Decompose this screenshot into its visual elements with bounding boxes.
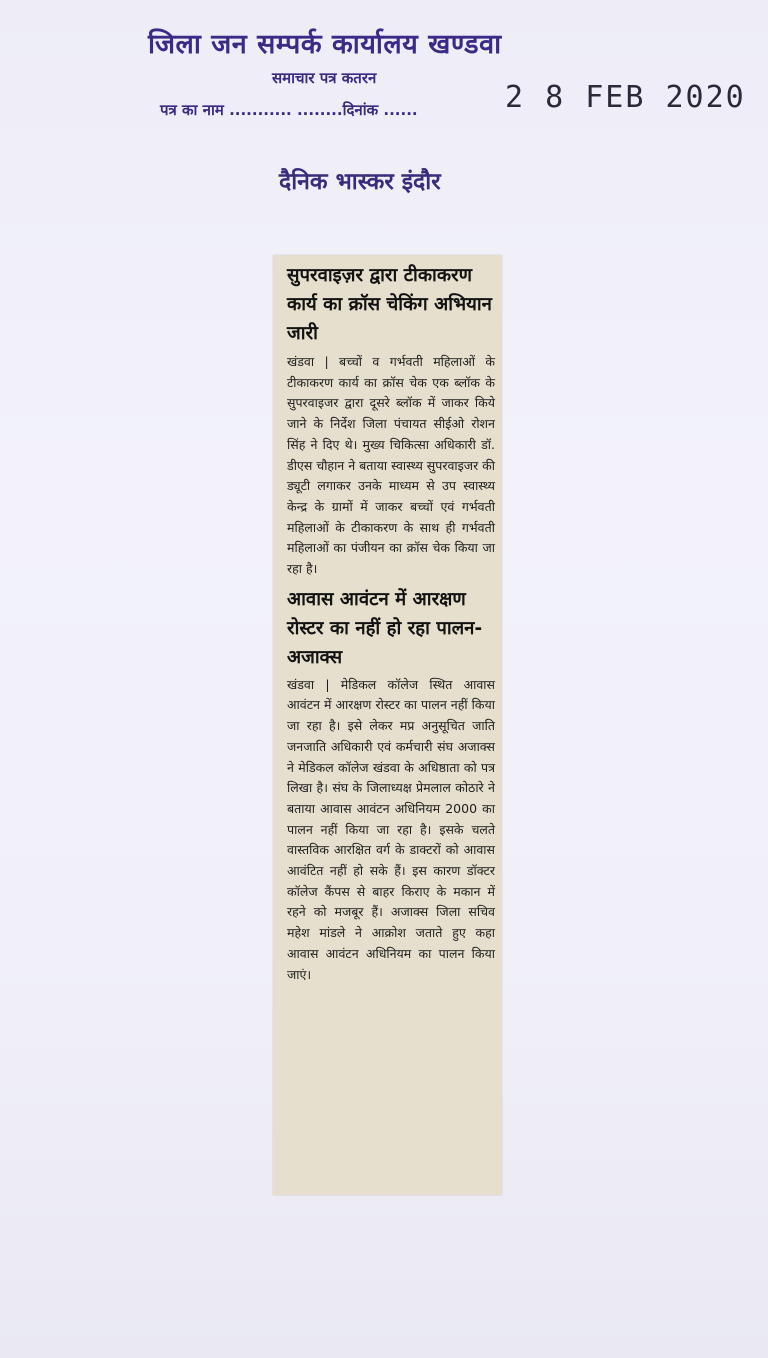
paper-name-dots: ........... ........ bbox=[229, 101, 343, 119]
date-dots: ...... bbox=[383, 101, 418, 119]
office-title-stamp: जिला जन सम्पर्क कार्यालय खण्डवा bbox=[148, 29, 502, 60]
article-2-body: खंडवा | मेडिकल कॉलेज स्थित आवास आवंटन में आरक्षण रोस्टर का पालन नहीं किया जा रहा है। इसे लेकर मप्र अनुसूचित जाति जनजाति अधिकारी एवं कर्मचारी संघ अजाक्स ने मेडिकल कॉलेज खंडवा के अधिष्ठाता को पत्र लिखा है। संघ के जिलाध्यक्ष प्रेमलाल कोठारे ने बताया आवास आवंटन अधिनियम 2000 का पालन नहीं किया जा रहा है। इसके चलते वास्तविक आरक्षित वर्ग के डाक्टरों को आवास आवंटित नहीं हो सके हैं। इस कारण डॉक्टर कॉलेज कैंपस से बाहर किराए के मकान में रहने को मजबूर हैं। अजाक्स जिला सचिव महेश मांडले ने आक्रोश जताते हुए कहा आवास आवंटन अधिनियम का पालन किया जाएं। bbox=[287, 676, 495, 982]
article-1-body: खंडवा | बच्चों व गर्भवती महिलाओं के टीकाकरण कार्य का क्रॉस चेक एक ब्लॉक के सुपरवाइजर द्वारा दूसरे ब्लॉक में जाकर किये जाने के निर्देश जिला पंचायत सीईओ रोशन सिंह ने दिए थे। मुख्य चिकित्सा अधिकारी डॉ. डीएस चौहान ने बताया स्वास्थ्य सुपरवाइजर की ड्यूटी लगाकर उनके माध्यम से उप स्वास्थ्य केन्द्र के ग्रामों में जाकर बच्चों एवं गर्भवती महिलाओं के टीकाकरण के साथ ही गर्भवती महिलाओं का पंजीयन का क्रॉस चेक किया जा रहा है। bbox=[287, 354, 495, 577]
paper-name-row bbox=[160, 100, 418, 120]
newspaper-name-stamp: दैनिक भास्कर इंदौर bbox=[279, 169, 441, 195]
clipping-label: समाचार पत्र कतरन bbox=[272, 69, 377, 87]
date-label: दिनांक bbox=[342, 101, 379, 119]
paper-name-label: पत्र का नाम bbox=[160, 101, 224, 119]
article-2-headline: आवास आवंटन में आरक्षण रोस्टर का नहीं हो रहा पालन- अजाक्स bbox=[287, 588, 483, 668]
date-stamp: 2 8 FEB 2020 bbox=[505, 80, 746, 115]
article-1-headline: सुपरवाइज़र द्वारा टीकाकरण कार्य का क्रॉस चेकिंग अभियान जारी bbox=[287, 265, 492, 344]
newspaper-clipping bbox=[273, 255, 502, 1195]
